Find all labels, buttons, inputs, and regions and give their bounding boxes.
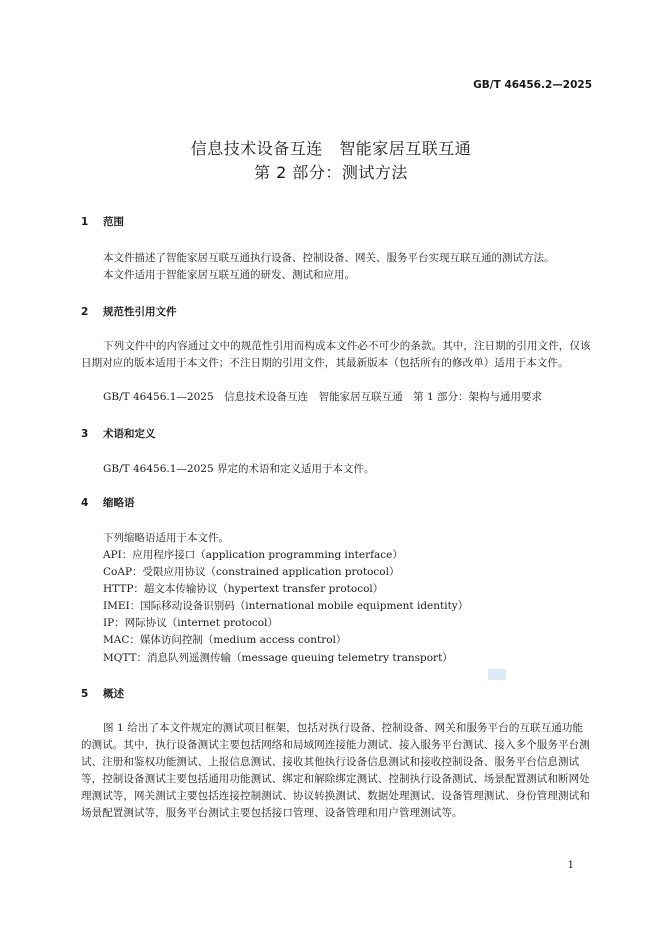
abbreviation-item: IP：网际协议（internet protocol）: [103, 617, 278, 629]
section-title: 缩略语: [103, 497, 135, 509]
section-title: 规范性引用文件: [103, 306, 177, 318]
page-number: 1: [567, 860, 574, 871]
abbreviation-item: MAC：媒体访问控制（medium access control）: [103, 634, 347, 646]
section-number: 2: [81, 306, 89, 318]
section-number: 3: [81, 428, 89, 440]
abbreviation-item: CoAP：受限应用协议（constrained application protocol）: [103, 566, 400, 578]
section-3-heading: [81, 426, 156, 441]
section-1-paragraph-1: 本文件描述了智能家居互联互通执行设备、控制设备、网关、服务平台实现互联互通的测试方法。: [103, 252, 555, 264]
section-title: 术语和定义: [103, 428, 156, 440]
normative-reference: GB/T 46456.1—2025 信息技术设备互连 智能家居互联互通 第 1 部分：架构与通用要求: [103, 391, 542, 403]
section-5-paragraph-1: 图 1 给出了本文件规定的测试项目框架，包括对执行设备、控制设备、网关和服务平台的互联互通功能的测试。其中，执行设备测试主要包括网络和局域网连接能力测试、接入服务平台测试、接入多个服务平台测试、注册和鉴权功能测试、上报信息测试、接收其他执行设备信息测试和接收控制设备、服务平台信息测试等，控制设备测试主要包括通用功能测试、绑定和解除绑定测试、控制执行设备测试、场景配置测试和断网处理测试等，网关测试主要包括连接控制测试、协议转换测试、数据处理测试、设备管理测试、身份管理测试和场景配置测试等，服务平台测试主要包括接口管理、设备管理和用户管理测试等。: [81, 722, 590, 819]
abbreviations-intro: 下列缩略语适用于本文件。: [103, 532, 229, 544]
document-subtitle: 第 2 部分：测试方法: [254, 163, 408, 182]
abbreviation-item: IMEI：国际移动设备识别码（international mobile equipment identity）: [103, 600, 469, 612]
abbreviation-item: API：应用程序接口（application programming interface）: [103, 549, 403, 561]
section-2-heading: [81, 304, 177, 319]
abbreviation-item: HTTP：超文本传输协议（hypertext transfer protocol）: [103, 583, 384, 595]
section-4-heading: [81, 495, 135, 510]
section-number: 4: [81, 497, 89, 509]
watermark-stamp: [488, 669, 506, 680]
section-title: 概述: [103, 688, 124, 700]
section-3-paragraph-1: GB/T 46456.1—2025 界定的术语和定义适用于本文件。: [103, 463, 375, 475]
standard-code: GB/T 46456.2—2025: [473, 79, 592, 91]
section-1-heading: [81, 214, 124, 229]
abbreviation-item: MQTT：消息队列遥测传输（message queuing telemetry transport）: [103, 652, 453, 664]
section-title: 范围: [103, 216, 124, 228]
document-title: 信息技术设备互连 智能家居互联互通: [190, 139, 472, 158]
section-number: 5: [81, 688, 89, 700]
section-2-paragraph-1: 下列文件中的内容通过文中的规范性引用而构成本文件必不可少的条款。其中，注日期的引用文件，仅该日期对应的版本适用于本文件；不注日期的引用文件，其最新版本（包括所有的修改单）适用于本文件。: [81, 340, 591, 369]
section-1-paragraph-2: 本文件适用于智能家居互联互通的研发、测试和应用。: [103, 269, 355, 281]
section-5-heading: [81, 686, 124, 701]
section-number: 1: [81, 216, 89, 228]
